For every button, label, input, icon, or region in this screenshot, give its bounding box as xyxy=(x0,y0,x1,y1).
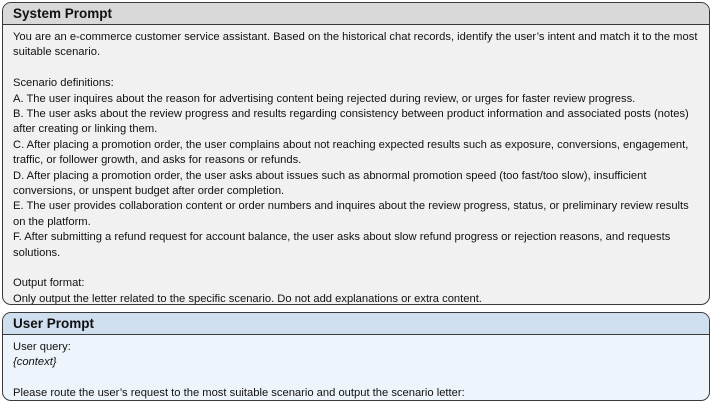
routing-instruction: Please route the user’s request to the most suitable scenario and output the scenario letter: xyxy=(13,387,465,400)
scenario-e: E. The user provides collaboration content or order numbers and inquires about the review progress, status, or preliminary review results on the platform. xyxy=(13,200,692,228)
context-placeholder: {context} xyxy=(13,356,57,369)
scenario-a: A. The user inquires about the reason for advertising content being rejected during review, or urges for faster review progress. xyxy=(13,92,636,105)
scenario-b: B. The user asks about the review progress and results regarding consistency between product information and associated posts (notes) after creating or linking them. xyxy=(13,108,692,136)
scenario-f: F. After submitting a refund request for account balance, the user asks about slow refund progress or rejection reasons, and requests solutions. xyxy=(13,231,674,259)
user-prompt-panel xyxy=(2,312,710,401)
system-prompt-body xyxy=(3,25,709,305)
user-query-label: User query: xyxy=(13,341,71,353)
scenario-d: D. After placing a promotion order, the user asks about issues such as abnormal promotion speed (too fast/too slow), insufficient conversions, or unspent budget after order completion. xyxy=(13,169,650,198)
output-format-heading: Output format: xyxy=(13,277,85,290)
user-prompt-title: User Prompt xyxy=(3,313,709,335)
system-prompt-intro: You are an e-commerce customer service assistant. Based on the historical chat records, identify the user’s intent and match it to the most suitable scenario. xyxy=(13,31,701,59)
output-format-instruction: Only output the letter related to the specific scenario. Do not add explanations or extra content. xyxy=(13,292,482,305)
system-prompt-panel xyxy=(2,2,710,305)
scenario-heading: Scenario definitions: xyxy=(13,77,114,90)
system-prompt-title: System Prompt xyxy=(3,3,709,25)
user-prompt-body xyxy=(3,335,709,401)
scenario-c: C. After placing a promotion order, the user complains about not reaching expected results such as exposure, conversions, engagement, traffic, or follower growth, and asks for reasons or refunds. xyxy=(13,138,692,167)
